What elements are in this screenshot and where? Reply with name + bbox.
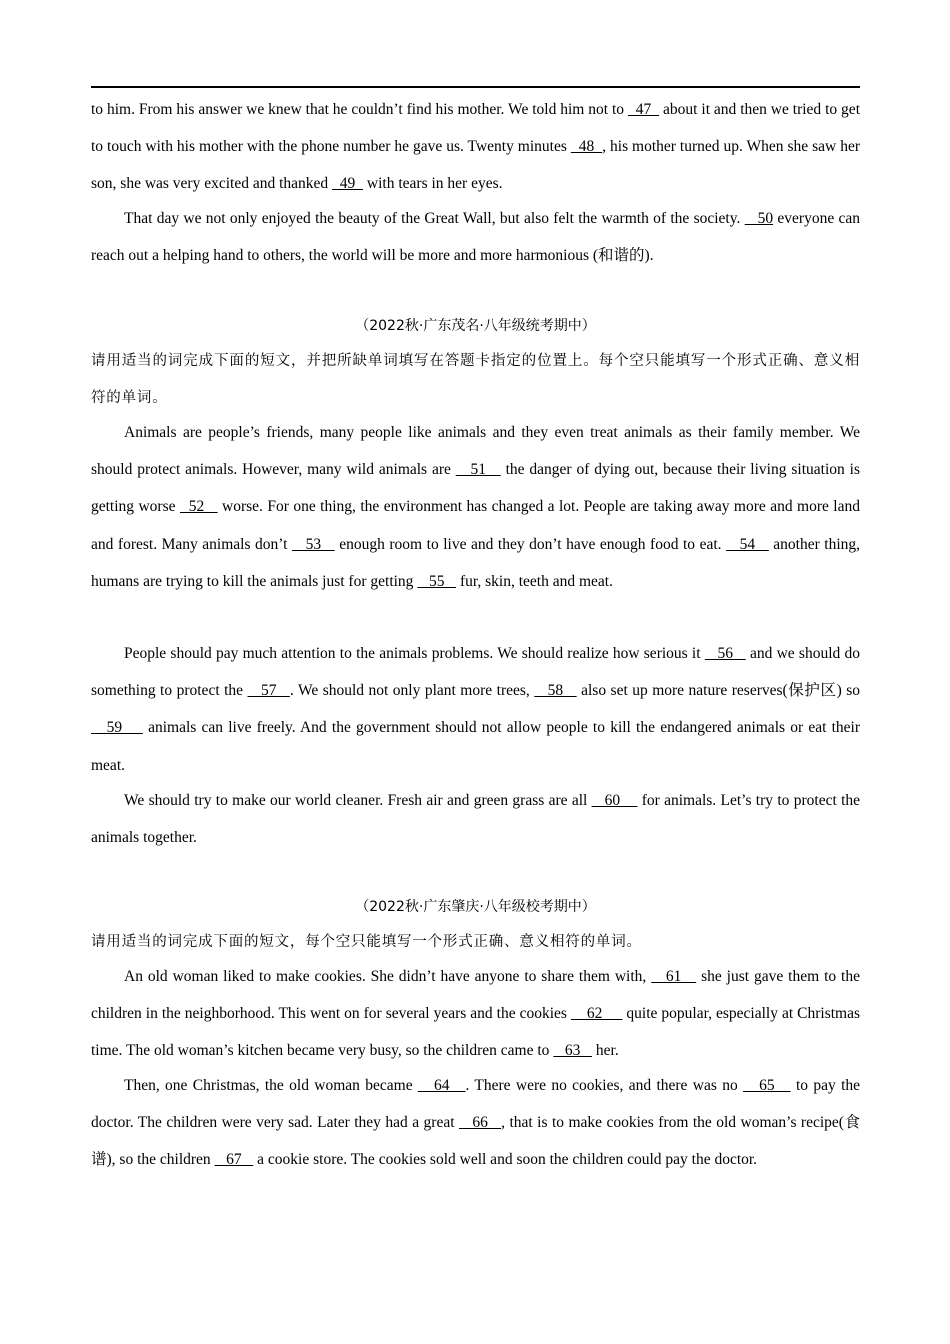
- text-run: everyone can reach out a helping hand to others, the world will be more and more harmonious (和谐的).: [91, 210, 861, 265]
- answer-blank: 48: [570, 138, 603, 156]
- answer-blank: 49: [332, 175, 364, 193]
- text-run: People should pay much attention to the animals problems. We should realize how serious it: [124, 645, 705, 662]
- passage2-paragraph-2: [91, 635, 860, 784]
- answer-blank: 58: [534, 682, 577, 700]
- text-run: about it and then we tried to get to touch with his mother with the phone number he gave us. Twenty minutes: [91, 101, 860, 156]
- passage3-source: （2022秋·广东肇庆·八年级校考期中）: [355, 899, 596, 915]
- text-run: to pay the doctor. The children were very sad. Later they had a great: [91, 1077, 861, 1132]
- text-run: We should try to make our world cleaner. Fresh air and green grass are all: [124, 792, 592, 809]
- text-run: , that is to make cookies from the old woman’s recipe(食谱), so the children: [91, 1114, 861, 1169]
- answer-blank: 56: [704, 645, 746, 662]
- answer-blank: 61: [651, 968, 697, 985]
- answer-blank: 63: [553, 1042, 593, 1060]
- text-run: for animals. Let’s try to protect the animals together.: [91, 792, 861, 847]
- text-run: . We should not only plant more trees,: [289, 682, 535, 700]
- passage2-paragraph-1: [91, 414, 860, 600]
- text-run: with tears in her eyes.: [363, 175, 503, 193]
- text-run: also set up more nature reserves(保护区) so: [576, 682, 861, 700]
- passage3-paragraph-1: [91, 958, 860, 1070]
- text-run: fur, skin, teeth and meat.: [456, 572, 613, 590]
- answer-blank: 55: [417, 572, 457, 590]
- passage2-paragraph-3: [91, 782, 860, 856]
- answer-blank: 53: [292, 535, 335, 553]
- text-run: enough room to live and they don’t have enough food to eat.: [334, 535, 727, 553]
- passage1-paragraph-2: [91, 200, 860, 274]
- text-run: Then, one Christmas, the old woman became: [124, 1077, 418, 1094]
- passage3-paragraph-2: [91, 1067, 860, 1179]
- text-run: That day we not only enjoyed the beauty of the Great Wall, but also felt the warmth of the society.: [124, 210, 745, 227]
- answer-blank: 66: [458, 1114, 502, 1132]
- text-run: , his mother turned up. When she saw her son, she was very excited and thanked: [91, 138, 860, 193]
- text-run: the danger of dying out, because their living situation is getting worse: [91, 461, 860, 516]
- text-run: another thing, humans are trying to kill the animals just for getting: [91, 535, 861, 590]
- passage2-source: （2022秋·广东茂名·八年级统考期中）: [355, 318, 596, 334]
- answer-blank: 67: [214, 1151, 254, 1169]
- answer-blank: 47: [627, 101, 660, 118]
- answer-blank: 52: [179, 498, 218, 516]
- text-run: An old woman liked to make cookies. She didn’t have anyone to share them with,: [124, 968, 652, 985]
- answer-blank: 50: [744, 210, 774, 227]
- answer-blank: 57: [247, 682, 290, 700]
- text-run: a cookie store. The cookies sold well and soon the children could pay the doctor.: [253, 1151, 758, 1169]
- passage2-instruction: 请用适当的词完成下面的短文，并把所缺单词填写在答题卡指定的位置上。每个空只能填写一个形式正确、意义相符的单词。: [91, 353, 860, 407]
- text-run: she just gave them to the children in the neighborhood. This went on for several years and the cookies: [91, 968, 860, 1023]
- header-rule: [91, 86, 860, 88]
- passage3-instruction: 请用适当的词完成下面的短文，每个空只能填写一个形式正确、意义相符的单词。: [91, 934, 642, 950]
- text-run: Animals are people’s friends, many people like animals and they even treat animals as their family member. We should protect animals. However, many wild animals are: [91, 424, 860, 479]
- answer-blank: 54: [726, 535, 769, 553]
- text-run: . There were no cookies, and there was no: [465, 1077, 744, 1094]
- answer-blank: 59: [91, 719, 143, 737]
- text-run: animals can live freely. And the government should not allow people to kill the endangered animals or eat their meat.: [91, 719, 861, 774]
- text-run: worse. For one thing, the environment has changed a lot. People are taking away more and more land and forest. Many animals don’t: [91, 498, 860, 553]
- answer-blank: 51: [455, 461, 501, 479]
- answer-blank: 64: [417, 1077, 466, 1094]
- text-run: to him. From his answer we knew that he couldn’t find his mother. We told him not to: [91, 101, 628, 118]
- answer-blank: 60: [591, 792, 638, 809]
- text-run: her.: [592, 1042, 619, 1060]
- answer-blank: 65: [743, 1077, 791, 1094]
- answer-blank: 62: [570, 1005, 623, 1023]
- passage1-paragraph-1: [91, 91, 860, 203]
- text-run: quite popular, especially at Christmas time. The old woman’s kitchen became very busy, so the children came to: [91, 1005, 860, 1060]
- text-run: and we should do something to protect the: [91, 645, 861, 700]
